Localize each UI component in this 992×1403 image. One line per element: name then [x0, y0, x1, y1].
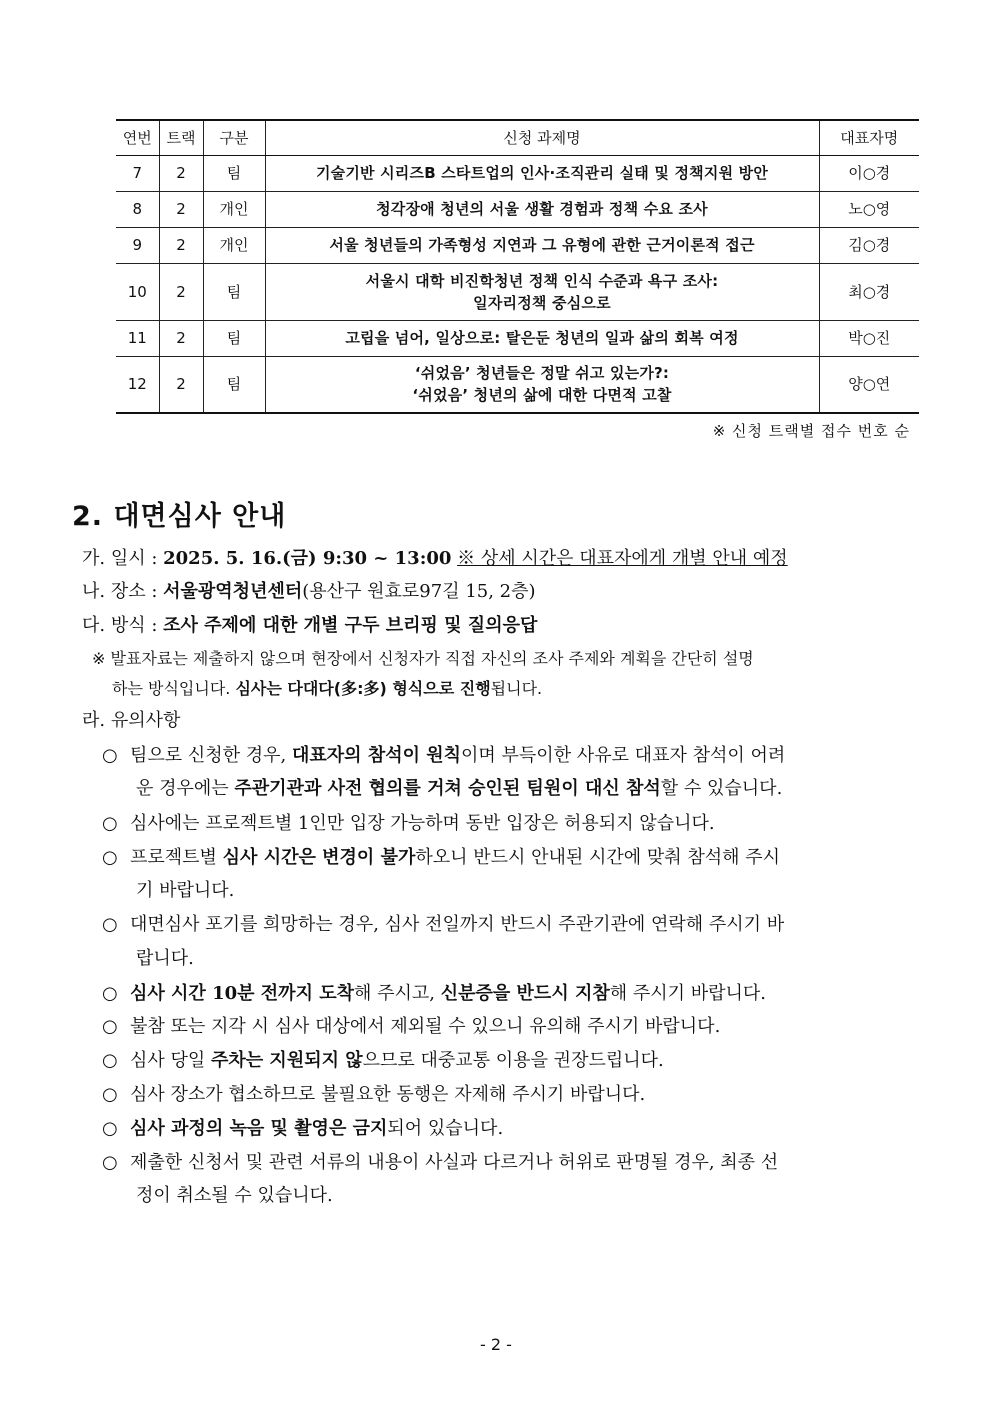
caution-item-5 — [102, 977, 766, 1010]
bullet-circle-icon: ○ — [102, 813, 118, 834]
caution-emphasis: 심사 과정의 녹음 및 촬영은 금지 — [130, 1118, 388, 1139]
bullet-circle-icon: ○ — [102, 1016, 118, 1037]
caution-text: 불참 또는 지각 시 심사 대상에서 제외될 수 있으니 유의해 주시기 바랍니다. — [130, 1016, 721, 1037]
caution-item-4-cont: 랍니다. — [136, 948, 194, 969]
section-title: 2. 대면심사 안내 — [72, 501, 287, 532]
cell-type: 개인 — [203, 227, 265, 263]
cell-track: 2 — [159, 356, 203, 413]
cell-title — [265, 356, 819, 413]
caution-item-4 — [102, 908, 784, 941]
caution-text: 해 주시고, — [354, 983, 441, 1004]
cell-title — [265, 191, 819, 227]
cell-title — [265, 320, 819, 356]
schedule-line — [82, 542, 788, 575]
schedule-label: 가. 일시 : — [82, 548, 164, 569]
caution-text: 되어 있습니다. — [387, 1118, 504, 1139]
header-title: 신청 과제명 — [265, 120, 819, 155]
caution-text: 심사 장소가 협소하므로 불필요한 동행은 자제해 주시기 바랍니다. — [130, 1084, 646, 1105]
caution-emphasis: 심사 시간은 변경이 불가 — [222, 847, 416, 868]
cell-type: 팀 — [203, 320, 265, 356]
applications-table — [116, 119, 919, 414]
cell-no: 7 — [116, 155, 159, 191]
page-number: - 2 - — [480, 1335, 512, 1354]
cell-no: 10 — [116, 263, 159, 320]
cell-type: 개인 — [203, 191, 265, 227]
cell-no: 11 — [116, 320, 159, 356]
cell-track: 2 — [159, 320, 203, 356]
caution-text: 제출한 신청서 및 관련 서류의 내용이 사실과 다르거나 허위로 판명될 경우, 최종 선 — [130, 1152, 779, 1173]
bullet-circle-icon: ○ — [102, 914, 118, 935]
bullet-circle-icon: ○ — [102, 983, 118, 1004]
table-row — [116, 356, 919, 413]
bullet-circle-icon: ○ — [102, 1084, 118, 1105]
cell-type: 팀 — [203, 356, 265, 413]
caution-item-10 — [102, 1146, 778, 1179]
cell-representative: 최○경 — [819, 263, 919, 320]
venue-label: 나. 장소 : — [82, 581, 164, 602]
caution-text: 프로젝트별 — [130, 847, 223, 868]
caution-emphasis: 주차는 지원되지 않 — [211, 1050, 363, 1071]
caution-text: 대면심사 포기를 희망하는 경우, 심사 전일까지 반드시 주관기관에 연락해 주시기 바 — [130, 914, 785, 935]
table-header-row — [116, 120, 919, 155]
cell-track: 2 — [159, 191, 203, 227]
caution-text: 하오니 반드시 안내된 시간에 맞춰 참석해 주시 — [415, 847, 781, 868]
caution-item-7 — [102, 1044, 664, 1077]
cell-representative: 이○경 — [819, 155, 919, 191]
schedule-note: ※ 상세 시간은 대표자에게 개별 안내 예정 — [457, 548, 788, 569]
caution-text: 이며 부득이한 사유로 대표자 참석이 어려 — [461, 745, 786, 766]
caution-item-10-cont: 정이 취소될 수 있습니다. — [136, 1185, 333, 1206]
bullet-circle-icon: ○ — [102, 847, 118, 868]
caution-text: 팀으로 신청한 경우, — [130, 745, 292, 766]
cautions-label: 라. 유의사항 — [82, 710, 181, 731]
table-row — [116, 227, 919, 263]
cell-no: 12 — [116, 356, 159, 413]
caution-item-8 — [102, 1078, 645, 1111]
caution-emphasis: 대표자의 참석이 원칙 — [292, 745, 462, 766]
caution-item-1-cont — [136, 772, 782, 805]
bullet-circle-icon: ○ — [102, 1050, 118, 1071]
caution-text: 심사에는 프로젝트별 1인만 입장 가능하며 동반 입장은 허용되지 않습니다. — [130, 813, 715, 834]
header-type: 구분 — [203, 120, 265, 155]
cell-track: 2 — [159, 155, 203, 191]
caution-item-9 — [102, 1112, 503, 1145]
title-line: 서울 청년들의 가족형성 지연과 그 유형에 관한 근거이론적 접근 — [329, 236, 755, 254]
method-note-line2 — [112, 672, 542, 705]
title-line: 서울시 대학 비진학청년 정책 인식 수준과 욕구 조사: — [365, 271, 719, 290]
method-line — [82, 609, 537, 642]
cell-no: 9 — [116, 227, 159, 263]
method-value: 조사 주제에 대한 개별 구두 브리핑 및 질의응답 — [163, 615, 538, 636]
caution-item-1 — [102, 739, 785, 772]
caution-emphasis: 신분증을 반드시 지참 — [440, 983, 610, 1004]
cell-representative: 양○연 — [819, 356, 919, 413]
cell-representative: 노○영 — [819, 191, 919, 227]
caution-item-3-cont: 기 바랍니다. — [136, 880, 235, 901]
table-footnote: ※ 신청 트랙별 접수 번호 순 — [712, 422, 910, 440]
cell-track: 2 — [159, 227, 203, 263]
method-note-text: 하는 방식입니다. — [112, 679, 236, 698]
method-note-emphasis: 심사는 다대다(多:多) 형식으로 진행 — [235, 679, 491, 698]
venue-line — [82, 575, 536, 608]
venue-value: 서울광역청년센터 — [163, 581, 303, 602]
cell-representative: 김○경 — [819, 227, 919, 263]
schedule-value: 2025. 5. 16.(금) 9:30 ~ 13:00 — [163, 548, 452, 569]
title-line: ‘쉬었음’ 청년의 삶에 대한 다면적 고찰 — [412, 386, 672, 405]
bullet-circle-icon: ○ — [102, 745, 118, 766]
method-label: 다. 방식 : — [82, 615, 164, 636]
cell-title — [265, 263, 819, 320]
cell-title — [265, 227, 819, 263]
cell-type: 팀 — [203, 155, 265, 191]
method-note-text: 됩니다. — [490, 679, 543, 698]
header-no: 연번 — [116, 120, 159, 155]
cell-track: 2 — [159, 263, 203, 320]
caution-emphasis: 주관기관과 사전 협의를 거쳐 승인된 팀원이 대신 참석 — [234, 778, 661, 799]
caution-emphasis: 심사 시간 10분 전까지 도착 — [130, 983, 354, 1004]
caution-text: 으므로 대중교통 이용을 권장드립니다. — [362, 1050, 664, 1071]
bullet-circle-icon: ○ — [102, 1152, 118, 1173]
caution-text: 운 경우에는 — [136, 778, 235, 799]
cell-type: 팀 — [203, 263, 265, 320]
cell-representative: 박○진 — [819, 320, 919, 356]
caution-text: 해 주시기 바랍니다. — [609, 983, 767, 1004]
title-line: 고립을 넘어, 일상으로: 탈은둔 청년의 일과 삶의 회복 여정 — [345, 329, 739, 347]
caution-item-3 — [102, 841, 780, 874]
caution-item-2 — [102, 807, 715, 840]
method-note-line1: ※ 발표자료는 제출하지 않으며 현장에서 신청자가 직접 자신의 조사 주제와 계획을 간단히 설명 — [92, 649, 754, 668]
cell-no: 8 — [116, 191, 159, 227]
caution-item-6 — [102, 1010, 720, 1043]
venue-detail: (용산구 원효로97길 15, 2층) — [302, 581, 536, 602]
title-line: 일자리정책 중심으로 — [473, 293, 611, 312]
table-row — [116, 155, 919, 191]
table-row — [116, 263, 919, 320]
caution-text: 할 수 있습니다. — [660, 778, 783, 799]
title-line: ‘쉬었음’ 청년들은 정말 쉬고 있는가?: — [414, 364, 670, 383]
title-line: 청각장애 청년의 서울 생활 경험과 정책 수요 조사 — [376, 200, 708, 218]
bullet-circle-icon: ○ — [102, 1118, 118, 1139]
cell-title — [265, 155, 819, 191]
table-row — [116, 320, 919, 356]
title-line: 기술기반 시리즈B 스타트업의 인사·조직관리 실태 및 정책지원 방안 — [315, 164, 769, 182]
caution-text: 심사 당일 — [130, 1050, 211, 1071]
header-track: 트랙 — [159, 120, 203, 155]
header-representative: 대표자명 — [819, 120, 919, 155]
table-row — [116, 191, 919, 227]
